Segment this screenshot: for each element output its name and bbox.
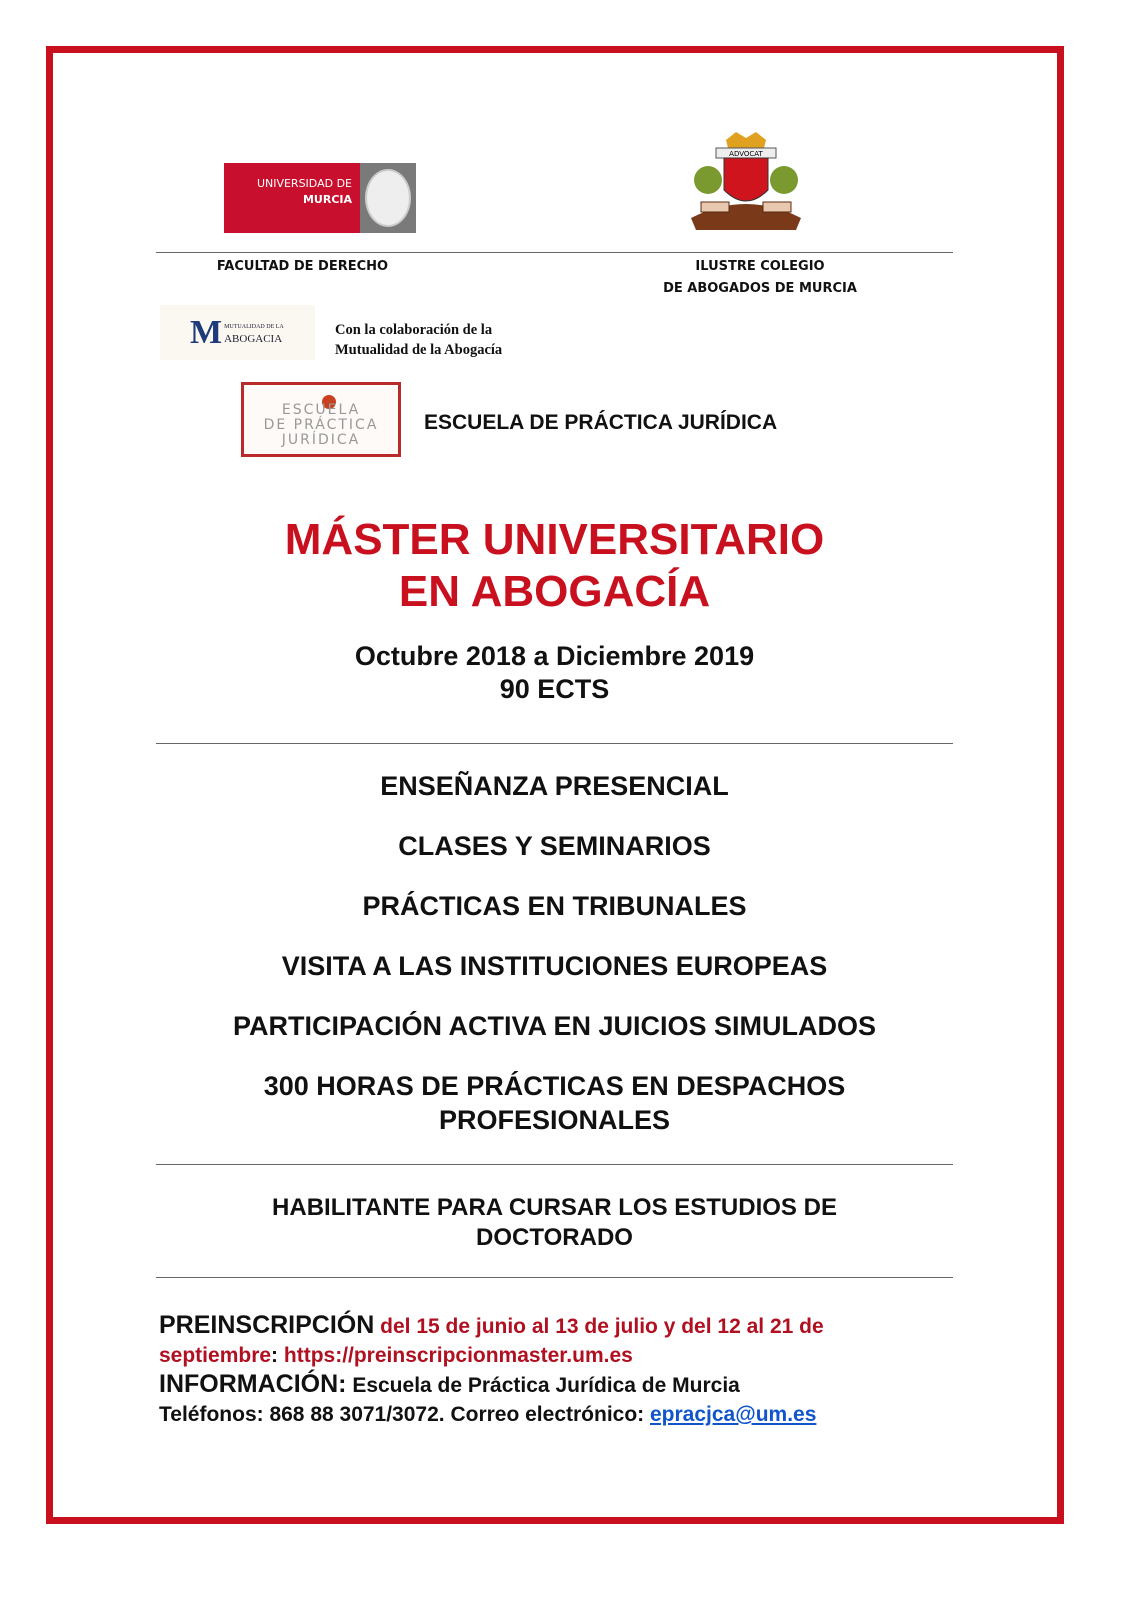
divider <box>156 1164 953 1165</box>
title-line: MÁSTER UNIVERSITARIO <box>284 515 825 564</box>
colegio-line: DE ABOGADOS DE MURCIA <box>663 281 857 296</box>
feature-item: CLASES Y SEMINARIOS <box>398 831 711 861</box>
collab-line: Mutualidad de la Abogacía <box>335 342 503 358</box>
program-dates <box>156 640 953 706</box>
feature-item: 300 HORAS DE PRÁCTICAS EN DESPACHOS <box>263 1071 846 1101</box>
colegio-abogados-crest <box>686 130 806 235</box>
divider <box>156 743 953 744</box>
feature-item: ENSEÑANZA PRESENCIAL <box>380 771 729 801</box>
colegio-line: ILUSTRE COLEGIO <box>695 259 825 274</box>
preinscripcion-dates: septiembre <box>159 1344 272 1367</box>
colegio-label <box>640 256 880 300</box>
school-name: ESCUELA DE PRÁCTICA JURÍDICA <box>424 411 778 434</box>
preinscripcion-link[interactable]: https://preinscripcionmaster.um.es <box>283 1344 633 1367</box>
preinscripcion-label: PREINSCRIPCIÓN <box>159 1311 375 1339</box>
logo-text: MUTUALIDAD DE LA <box>224 323 284 330</box>
logo-text: JURÍDICA <box>281 432 361 448</box>
title-line: EN ABOGACÍA <box>398 567 711 616</box>
preinscripcion-dates: del 15 de junio al 13 de julio y del 12 al 21 de <box>374 1315 824 1338</box>
logo-text: ESCUELA <box>281 402 361 418</box>
logo-text: ABOGACIA <box>224 332 283 345</box>
feature-item: PARTICIPACIÓN ACTIVA EN JUICIOS SIMULADOS <box>232 1011 877 1041</box>
email-link[interactable]: epracjca@um.es <box>650 1403 817 1426</box>
divider <box>156 252 953 253</box>
credits: 90 ECTS <box>499 674 610 704</box>
dates: Octubre 2018 a Diciembre 2019 <box>354 641 755 671</box>
feature-item: PRÁCTICAS EN TRIBUNALES <box>362 891 747 921</box>
collaboration-note <box>335 320 502 360</box>
doctorado-line: HABILITANTE PARA CURSAR LOS ESTUDIOS DE <box>272 1194 837 1221</box>
escuela-practica-juridica-logo <box>241 382 401 457</box>
logo-text: UNIVERSIDAD DE <box>256 177 352 190</box>
phones: Teléfonos: 868 88 3071/3072. Correo electrónico: <box>159 1403 650 1426</box>
feature-item: VISITA A LAS INSTITUCIONES EUROPEAS <box>281 951 828 981</box>
doctorado-line: DOCTORADO <box>476 1224 633 1251</box>
logo-text: MURCIA <box>302 193 352 206</box>
universidad-murcia-logo <box>224 163 416 233</box>
collab-line: Con la colaboración de la <box>335 322 493 338</box>
university-seal-icon <box>365 169 411 227</box>
feature-item: PROFESIONALES <box>438 1105 671 1135</box>
divider <box>156 1277 953 1278</box>
informacion-text: Escuela de Práctica Jurídica de Murcia <box>346 1374 740 1397</box>
footer-info <box>159 1311 959 1427</box>
separator: : <box>271 1344 284 1367</box>
faculty-label: FACULTAD DE DERECHO <box>216 259 389 274</box>
crest-motto: ADVOCAT <box>729 150 763 158</box>
doctorado-note <box>156 1193 953 1253</box>
page-title <box>156 514 953 618</box>
mutualidad-m-icon: M <box>190 313 223 351</box>
informacion-label: INFORMACIÓN: <box>159 1370 347 1398</box>
mutualidad-logo <box>160 305 315 360</box>
logo-text: DE PRÁCTICA <box>263 417 379 433</box>
